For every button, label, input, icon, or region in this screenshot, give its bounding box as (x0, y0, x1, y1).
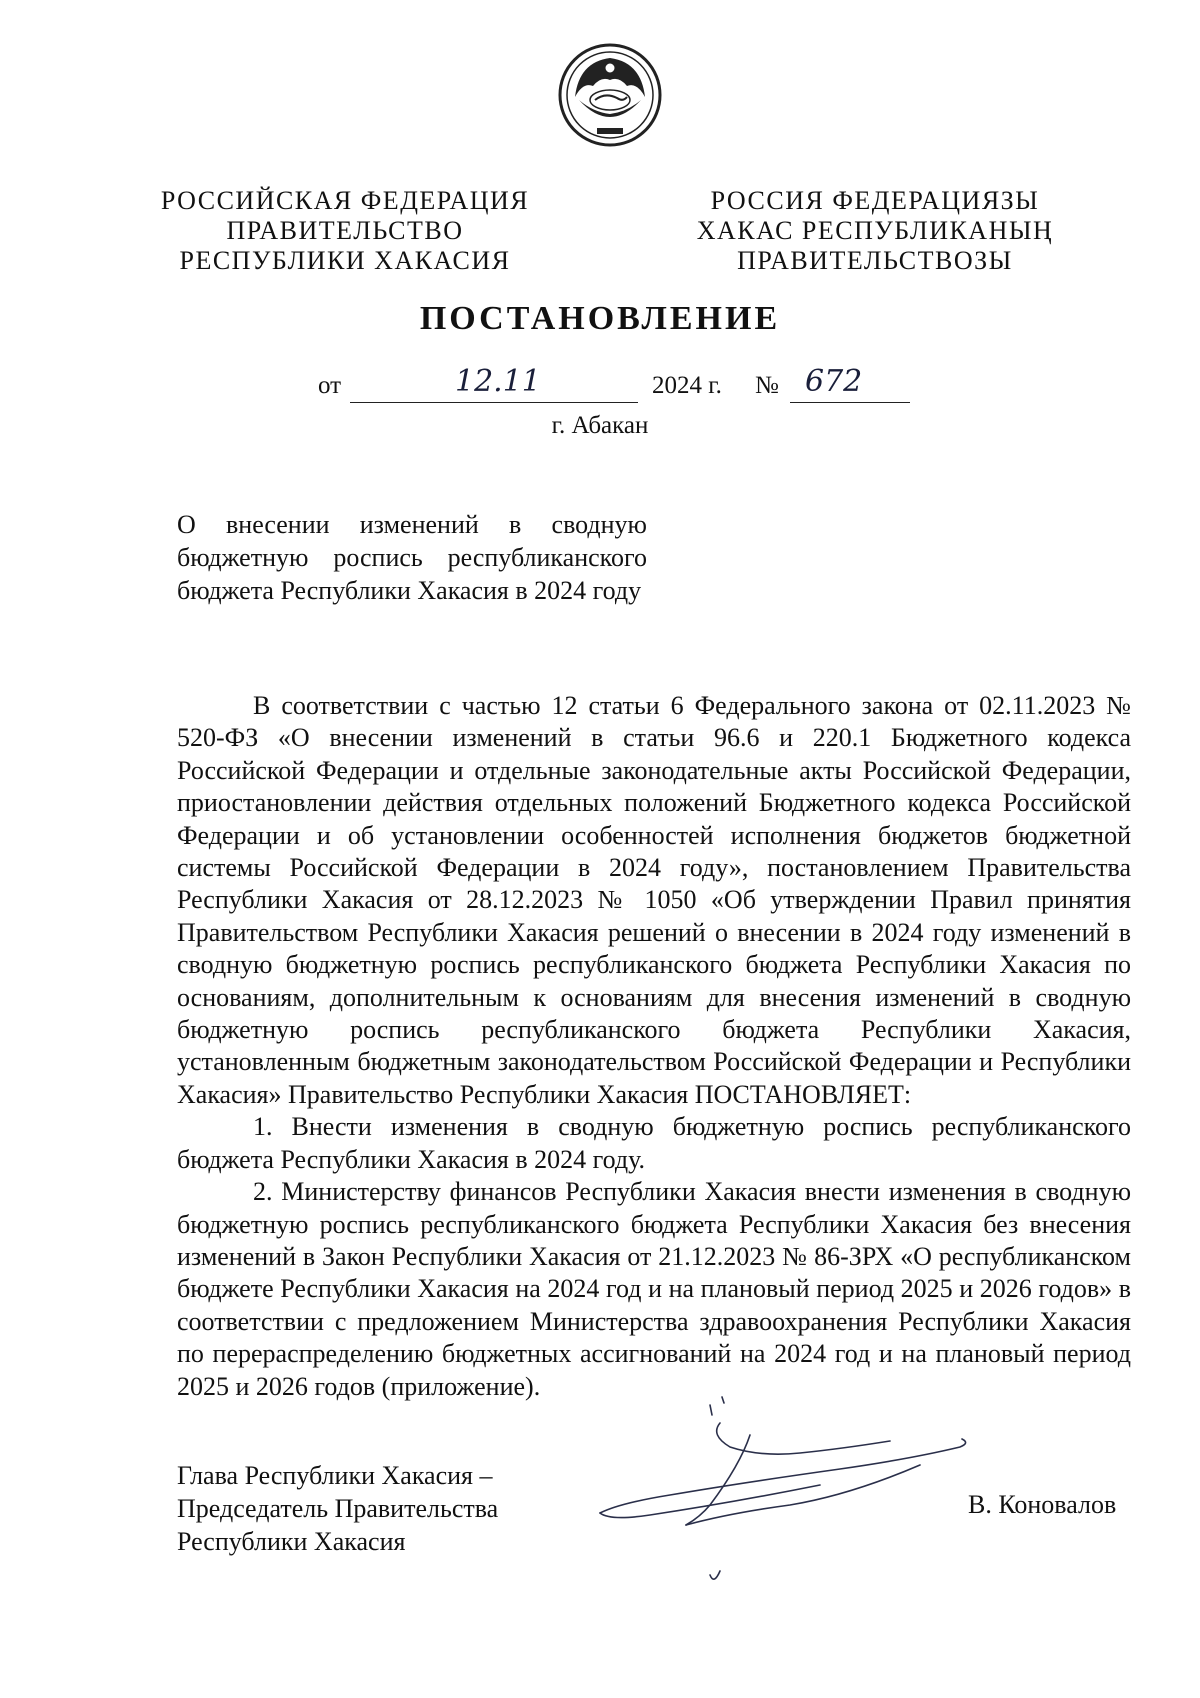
coat-of-arms-emblem (557, 42, 663, 148)
number-underline (790, 402, 910, 403)
header-right-line: ХАКАС РЕСПУБЛИКАНЫҢ (696, 216, 1054, 245)
handwritten-date: 12.11 (455, 364, 541, 399)
handwritten-signature (590, 1395, 990, 1590)
date-line (0, 364, 1200, 404)
body-paragraph: В соответствии с частью 12 статьи 6 Федерального закона от 02.11.2023 № 520-ФЗ «О внесении изменений в статьи 96.6 и 220.1 Бюджетного кодекса Российской Федерации и отдельные законодательные акты Российской Федерации, приостановлении действия отдельных положений Бюджетного кодекса Российской Федерации и об установлении особенностей исполнения бюджетов бюджетной системы Российской Федерации в 2024 году», постановлением Правительства Республики Хакасия от 28.12.2023 № 1050 «Об утверждении Правил принятия Правительством Республики Хакасия решений о внесении в 2024 году изменений в сводную бюджетную роспись республиканского бюджета Республики Хакасия по основаниям, дополнительным к основаниям для внесения изменений в сводную бюджетную роспись республиканского бюджета Республики Хакасия, установленным бюджетным законодательством Российской Федерации и Республики Хакасия» Правительство Республики Хакасия ПОСТАНОВЛЯЕТ: (177, 691, 1131, 1109)
signatory-position-line: Председатель Правительства (177, 1494, 499, 1523)
header-right (690, 186, 1060, 276)
signatory-position (177, 1459, 498, 1558)
document-title: ПОСТАНОВЛЕНИЕ (419, 300, 781, 337)
number-label: № (755, 372, 779, 399)
body-paragraph: 2. Министерству финансов Республики Хакасия внести изменения в сводную бюджетную роспись республиканского бюджета Республики Хакасия без внесения изменений в Закон Республики Хакасия от 21.12.2023 № 86-ЗРХ «О республиканском бюджете Республики Хакасия на 2024 год и на плановый период 2025 и 2026 годов» в соответствии с предложением Министерства здравоохранения Республики Хакасия по перераспределению бюджетных ассигнований на 2024 год и на плановый период 2025 и 2026 годов (приложение). (177, 1177, 1131, 1401)
header-left-line: РЕСПУБЛИКИ ХАКАСИЯ (179, 246, 511, 275)
header-left (160, 186, 530, 276)
header-right-line: РОССИЯ ФЕДЕРАЦИЯЗЫ (710, 186, 1040, 215)
header-left-line: РОССИЙСКАЯ ФЕДЕРАЦИЯ (160, 186, 530, 215)
city: г. Абакан (551, 412, 649, 439)
header-left-line: ПРАВИТЕЛЬСТВО (226, 216, 464, 245)
year-label: 2024 г. (652, 372, 722, 399)
signatory-position-line: Глава Республики Хакасия – (177, 1461, 493, 1490)
handwritten-number: 672 (805, 364, 863, 399)
date-underline (350, 402, 638, 403)
document-subject: О внесении изменений в сводную бюджетную роспись республиканского бюджета Республики Хакасия в 2024 году (177, 510, 647, 605)
body-paragraph: 1. Внести изменения в сводную бюджетную роспись республиканского бюджета Республики Хакасия в 2024 году. (177, 1112, 1131, 1174)
signatory-position-line: Республики Хакасия (177, 1527, 406, 1556)
document-body (177, 690, 1131, 1403)
from-label: от (318, 372, 342, 399)
header-right-line: ПРАВИТЕЛЬСТВОЗЫ (737, 246, 1013, 275)
signatory-name: В. Коновалов (968, 1490, 1117, 1519)
